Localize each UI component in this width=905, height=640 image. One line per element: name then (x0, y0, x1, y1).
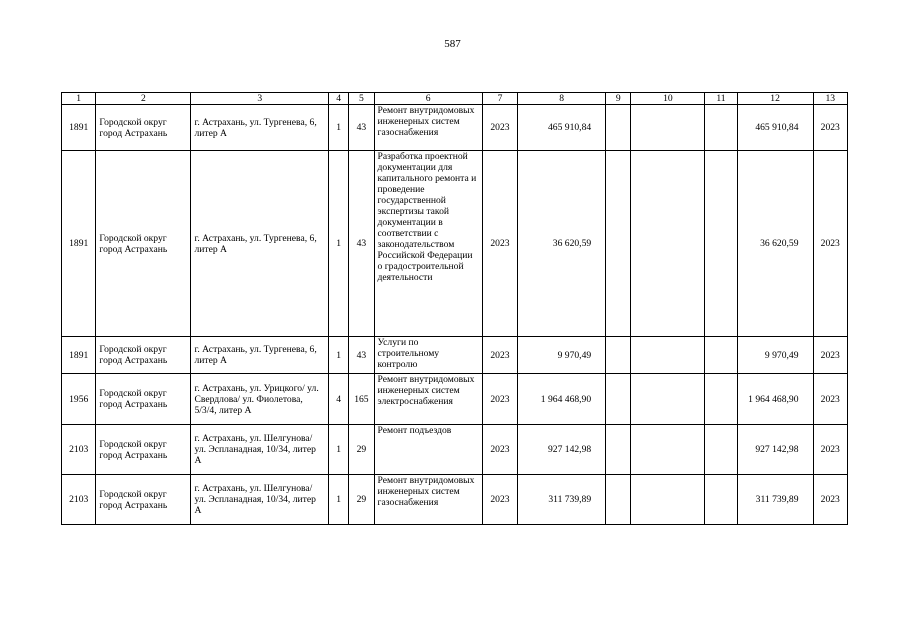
cell-end-year: 2023 (813, 337, 848, 374)
cell-col9 (606, 105, 631, 151)
cell-total: 311 739,89 (737, 475, 813, 525)
column-header: 9 (606, 93, 631, 105)
cell-col5: 43 (349, 151, 374, 337)
cell-cost: 465 910,84 (518, 105, 606, 151)
column-header: 11 (705, 93, 737, 105)
table-row (62, 374, 848, 425)
cell-total: 1 964 468,90 (737, 374, 813, 425)
cell-year: 2023 (482, 374, 517, 425)
cell-year: 2023 (482, 105, 517, 151)
cell-number: 1891 (62, 105, 96, 151)
cell-municipality: Городской округ город Астрахань (96, 151, 191, 337)
column-header: 2 (96, 93, 191, 105)
cell-number: 2103 (62, 425, 96, 475)
cell-col5: 29 (349, 475, 374, 525)
cell-work-type: Ремонт подъездов (374, 425, 482, 475)
table-row (62, 425, 848, 475)
cell-col5: 29 (349, 425, 374, 475)
cell-address: г. Астрахань, ул. Шелгунова/ ул. Эспланадная, 10/34, литер А (191, 475, 329, 525)
page-number: 587 (444, 38, 461, 50)
cell-number: 1891 (62, 151, 96, 337)
cell-address: г. Астрахань, ул. Тургенева, 6, литер А (191, 337, 329, 374)
cell-cost: 36 620,59 (518, 151, 606, 337)
cell-col11 (705, 337, 737, 374)
column-header: 3 (191, 93, 329, 105)
cell-col5: 43 (349, 337, 374, 374)
cell-municipality: Городской округ город Астрахань (96, 337, 191, 374)
header-row (62, 93, 848, 105)
cell-col4: 1 (329, 151, 349, 337)
column-header: 10 (631, 93, 705, 105)
cell-cost: 1 964 468,90 (518, 374, 606, 425)
cell-work-type: Услуги по строительному контролю (374, 337, 482, 374)
cell-col4: 1 (329, 105, 349, 151)
cell-work-type: Ремонт внутридомовых инженерных систем газоснабжения (374, 105, 482, 151)
cell-col4: 1 (329, 475, 349, 525)
column-header: 5 (349, 93, 374, 105)
column-header: 8 (518, 93, 606, 105)
cell-number: 2103 (62, 475, 96, 525)
cell-end-year: 2023 (813, 151, 848, 337)
cell-cost: 311 739,89 (518, 475, 606, 525)
cell-total: 36 620,59 (737, 151, 813, 337)
column-header: 7 (482, 93, 517, 105)
cell-total: 465 910,84 (737, 105, 813, 151)
cell-col9 (606, 425, 631, 475)
column-header: 4 (329, 93, 349, 105)
cell-col10 (631, 425, 705, 475)
cell-col4: 4 (329, 374, 349, 425)
cell-municipality: Городской округ город Астрахань (96, 475, 191, 525)
cell-end-year: 2023 (813, 105, 848, 151)
cell-cost: 927 142,98 (518, 425, 606, 475)
cell-col11 (705, 374, 737, 425)
cell-work-type: Разработка проектной документации для капитального ремонта и проведение государственной экспертизы такой документации в соответствии с законодательством Российской Федерации о градостроительной деятельности (374, 151, 482, 337)
cell-end-year: 2023 (813, 425, 848, 475)
cell-year: 2023 (482, 475, 517, 525)
cell-municipality: Городской округ город Астрахань (96, 105, 191, 151)
cell-number: 1891 (62, 337, 96, 374)
cell-year: 2023 (482, 151, 517, 337)
cell-col9 (606, 151, 631, 337)
cell-address: г. Астрахань, ул. Шелгунова/ ул. Эспланадная, 10/34, литер А (191, 425, 329, 475)
cell-work-type: Ремонт внутридомовых инженерных систем электроснабжения (374, 374, 482, 425)
cell-cost: 9 970,49 (518, 337, 606, 374)
registry-table (61, 92, 848, 525)
cell-col4: 1 (329, 425, 349, 475)
cell-number: 1956 (62, 374, 96, 425)
cell-col10 (631, 105, 705, 151)
cell-col11 (705, 151, 737, 337)
cell-address: г. Астрахань, ул. Урицкого/ ул. Свердлова/ ул. Фиолетова, 5/3/4, литер А (191, 374, 329, 425)
column-header: 6 (374, 93, 482, 105)
table-row (62, 151, 848, 337)
cell-col10 (631, 475, 705, 525)
table-row (62, 337, 848, 374)
cell-col4: 1 (329, 337, 349, 374)
cell-col5: 165 (349, 374, 374, 425)
cell-municipality: Городской округ город Астрахань (96, 374, 191, 425)
table-row (62, 475, 848, 525)
cell-col9 (606, 475, 631, 525)
cell-col10 (631, 337, 705, 374)
cell-address: г. Астрахань, ул. Тургенева, 6, литер А (191, 105, 329, 151)
cell-end-year: 2023 (813, 374, 848, 425)
cell-address: г. Астрахань, ул. Тургенева, 6, литер А (191, 151, 329, 337)
cell-municipality: Городской округ город Астрахань (96, 425, 191, 475)
cell-col9 (606, 337, 631, 374)
table-row (62, 105, 848, 151)
cell-col9 (606, 374, 631, 425)
cell-year: 2023 (482, 337, 517, 374)
cell-work-type: Ремонт внутридомовых инженерных систем газоснабжения (374, 475, 482, 525)
cell-year: 2023 (482, 425, 517, 475)
cell-col10 (631, 374, 705, 425)
column-header: 13 (813, 93, 848, 105)
cell-end-year: 2023 (813, 475, 848, 525)
cell-col11 (705, 105, 737, 151)
cell-total: 927 142,98 (737, 425, 813, 475)
column-header: 12 (737, 93, 813, 105)
cell-col10 (631, 151, 705, 337)
cell-total: 9 970,49 (737, 337, 813, 374)
column-header: 1 (62, 93, 96, 105)
cell-col11 (705, 475, 737, 525)
cell-col11 (705, 425, 737, 475)
cell-col5: 43 (349, 105, 374, 151)
